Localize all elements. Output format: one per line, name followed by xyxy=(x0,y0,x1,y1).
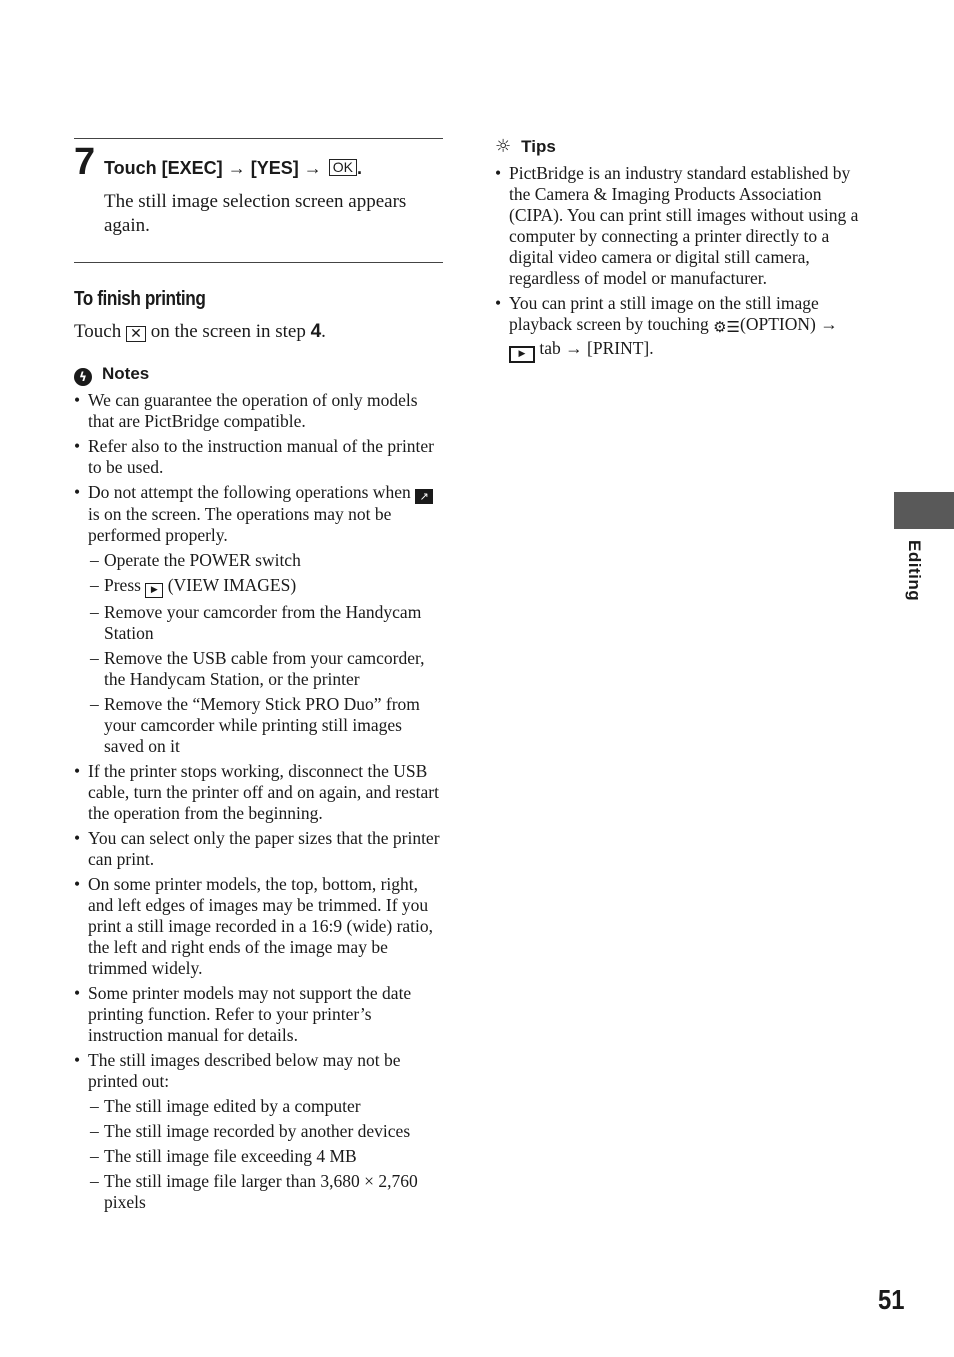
step-title-suffix: . xyxy=(356,158,362,178)
step-title xyxy=(104,156,362,180)
step-title-mid: [YES] xyxy=(250,158,299,178)
sub-list-item: – Remove the USB cable from your camcorder, the Handycam Station, or the printer xyxy=(88,648,444,690)
close-icon: ✕ xyxy=(126,326,146,342)
sub-text: Press xyxy=(104,575,141,595)
option-icon: ⚙☰ xyxy=(713,318,741,336)
arrow-icon: → xyxy=(565,338,583,358)
pictbridge-icon: ↗ xyxy=(415,489,433,504)
tips-heading-label: Tips xyxy=(521,137,556,156)
playback-tab-icon: ▶ xyxy=(509,346,535,363)
arrow-icon: → xyxy=(820,314,838,334)
side-tab-label: Editing xyxy=(905,540,924,602)
tip-text: You can print a still image on the still image playback screen by touching xyxy=(509,293,819,334)
sub-list-item: – Operate the POWER switch xyxy=(88,550,444,571)
list-item: • Refer also to the instruction manual of the printer to be used. xyxy=(74,436,444,478)
print-label: [PRINT]. xyxy=(587,338,654,358)
sub-list-item: – The still image edited by a computer xyxy=(88,1096,444,1117)
section-tab-marker xyxy=(894,492,954,529)
note-text: is on the screen. The operations may not be performed properly. xyxy=(88,504,392,545)
option-label: (OPTION) xyxy=(740,314,816,334)
list-item: • PictBridge is an industry standard established by the Camera & Imaging Products Association (CIPA). You can print still images without using a computer by connecting a printer directly to a digital video camera or digital still camera, regardless of model or manufacturer. xyxy=(495,163,865,289)
lightbulb-icon: ☼ xyxy=(495,136,512,157)
list-item: • You can select only the paper sizes that the printer can print. xyxy=(74,828,444,870)
arrow-icon: → xyxy=(303,158,322,178)
tab-label: tab xyxy=(539,338,561,358)
sub-list-item xyxy=(88,575,444,598)
sub-list xyxy=(88,550,444,757)
sub-list-item: – Remove your camcorder from the Handycam Station xyxy=(88,602,444,644)
ok-button-icon: OK xyxy=(329,159,357,176)
top-rule xyxy=(74,138,443,139)
list-item xyxy=(74,482,444,757)
section-title: To finish printing xyxy=(74,288,206,310)
step-description: The still image selection screen appears again. xyxy=(104,191,407,236)
note-text: The still images described below may not be printed out: xyxy=(88,1050,401,1091)
list-item: • If the printer stops working, disconnect the USB cable, turn the printer off and on again, and restart the operation from the beginning. xyxy=(74,761,444,824)
sub-list-item: – The still image recorded by another devices xyxy=(88,1121,444,1142)
sub-list-item: – Remove the “Memory Stick PRO Duo” from your camcorder while printing still images saved on it xyxy=(88,694,444,757)
tips-list xyxy=(495,163,865,367)
finish-text-before: Touch xyxy=(74,321,122,342)
sub-list xyxy=(88,1096,444,1213)
notes-heading xyxy=(74,364,149,386)
finish-text-mid: on the screen in step xyxy=(150,321,306,342)
view-images-icon: ▶ xyxy=(145,583,163,598)
list-item: • We can guarantee the operation of only models that are PictBridge compatible. xyxy=(74,390,444,432)
list-item xyxy=(495,293,865,363)
page-number: 51 xyxy=(878,1284,905,1315)
sub-list-item: – The still image file larger than 3,680 × 2,760 pixels xyxy=(88,1171,444,1213)
step-title-prefix: Touch [EXEC] xyxy=(104,158,223,178)
lightning-icon: ϟ xyxy=(74,368,92,386)
arrow-icon: → xyxy=(227,158,246,178)
list-item: • Some printer models may not support the date printing function. Refer to your printer’s instruction manual for details. xyxy=(74,983,444,1046)
sub-text: (VIEW IMAGES) xyxy=(167,575,297,595)
step-number: 7 xyxy=(74,141,96,183)
notes-heading-label: Notes xyxy=(102,364,150,383)
bottom-rule xyxy=(74,262,443,263)
list-item: • On some printer models, the top, bottom, right, and left edges of images may be trimmed. If you print a still image recorded in a 16:9 (wide) ratio, the left and right ends of the image may be trimmed widely. xyxy=(74,874,444,979)
step-reference: 4 xyxy=(310,321,322,342)
sub-list-item: – The still image file exceeding 4 MB xyxy=(88,1146,444,1167)
note-text: Do not attempt the following operations when xyxy=(88,482,411,502)
finish-text xyxy=(74,320,326,344)
finish-text-end: . xyxy=(321,321,326,342)
tips-heading xyxy=(495,136,556,157)
list-item xyxy=(74,1050,444,1213)
notes-list xyxy=(74,390,444,1217)
